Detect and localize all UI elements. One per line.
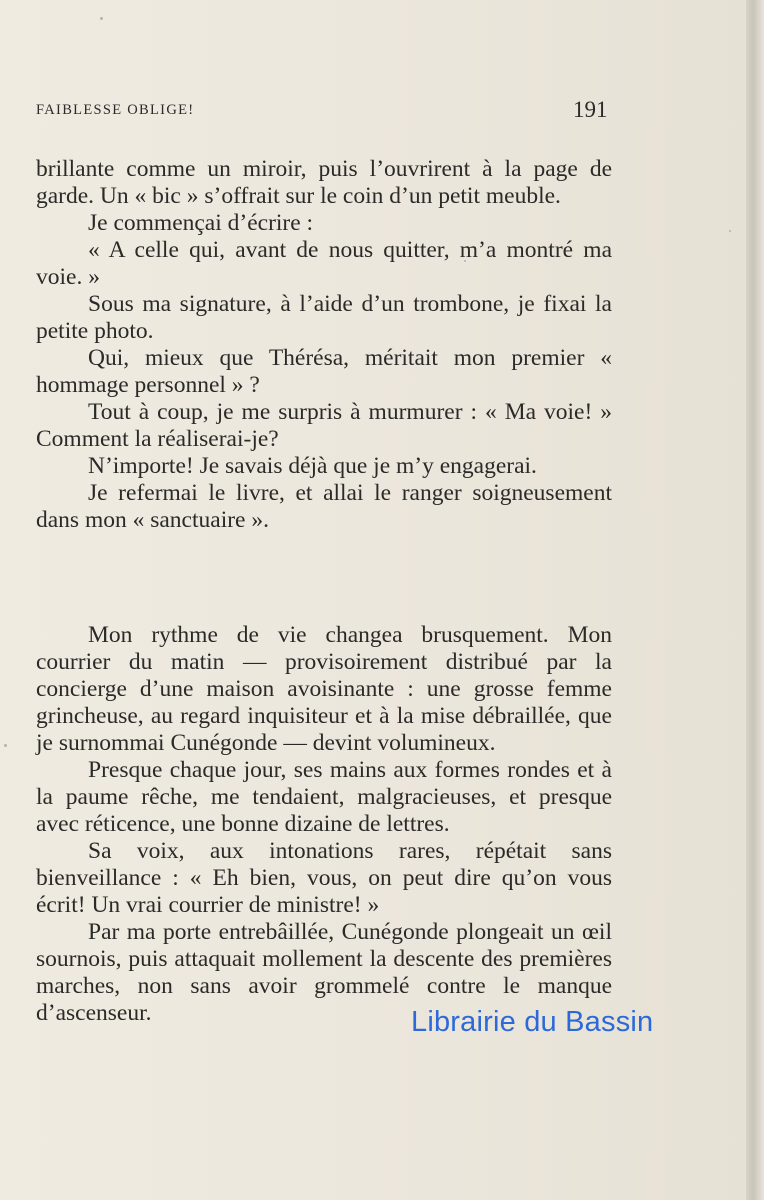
- paragraph: Qui, mieux que Thérésa, méritait mon premier « hommage personnel » ?: [36, 345, 612, 398]
- paragraph: Je refermai le livre, et allai le ranger soigneusement dans mon « sanctuaire ».: [36, 480, 612, 533]
- paragraph: « A celle qui, avant de nous quitter, m’a montré ma voie. »: [36, 237, 612, 290]
- paragraph: brillante comme un miroir, puis l’ouvrirent à la page de garde. Un « bic » s’offrait sur le coin d’un petit meuble.: [36, 156, 612, 209]
- paragraph: Je commençai d’écrire :: [88, 210, 314, 236]
- page-number: 191: [573, 97, 608, 122]
- paragraph: Sous ma signature, à l’aide d’un trombone, je fixai la petite photo.: [36, 291, 612, 344]
- text-block-2: [36, 622, 612, 1027]
- page-edge: [746, 0, 764, 1200]
- paragraph: Sa voix, aux intonations rares, répétait sans bienveillance : « Eh bien, vous, on peut dire qu’on vous écrit! Un vrai courrier de ministre! »: [36, 838, 612, 918]
- paper-speck: [729, 230, 731, 232]
- paragraph: Presque chaque jour, ses mains aux formes rondes et à la paume rêche, me tendaient, malgracieuses, et presque avec réticence, une bonne dizaine de lettres.: [36, 757, 612, 837]
- paragraph: Tout à coup, je me surpris à murmurer : « Ma voie! » Comment la réaliserai-je?: [36, 399, 612, 452]
- paragraph: Mon rythme de vie changea brusquement. Mon courrier du matin — provisoirement distribué par la concierge d’une maison avoisinante : une grosse femme grincheuse, au regard inquisiteur et à la mise débraillée, que je surnommai Cunégonde — devint volumineux.: [36, 622, 612, 756]
- paragraph: Par ma porte entrebâillée, Cunégonde plongeait un œil sournois, puis attaquait mollement la descente des premières marches, non sans avoir grommelé contre le manque d’ascenseur.: [36, 919, 612, 1026]
- paragraph: N’importe! Je savais déjà que je m’y engagerai.: [88, 453, 537, 479]
- watermark: Librairie du Bassin: [411, 1006, 654, 1038]
- paper-speck: [4, 744, 7, 747]
- running-title: FAIBLESSE OBLIGE!: [36, 102, 195, 118]
- paper-speck: [100, 17, 103, 20]
- text-block-1: [36, 156, 612, 534]
